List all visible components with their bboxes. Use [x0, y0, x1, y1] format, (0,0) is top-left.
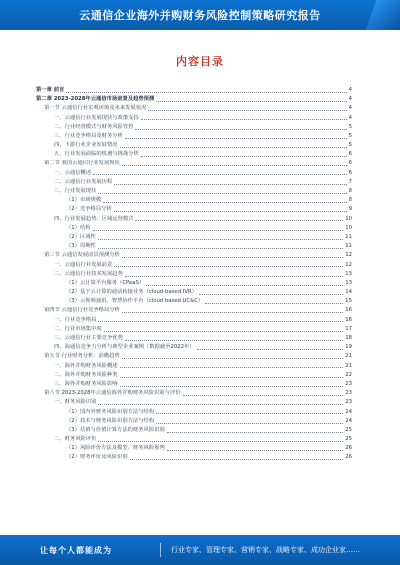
toc-leader-dots — [120, 386, 344, 387]
toc-entry[interactable] — [36, 352, 352, 361]
top-banner — [0, 0, 400, 30]
banner-corner-decoration — [366, 0, 400, 30]
toc-leader-dots — [199, 294, 343, 295]
toc-leader-dots — [141, 119, 347, 120]
toc-entry-text: 三、云通信行业主要竞争优势 — [54, 335, 123, 342]
toc-entry-text: 四、下游行业企业发展情况 — [54, 142, 118, 149]
toc-entry-text: 第二节 我国云通信行业发展现状 — [44, 160, 120, 167]
toc-entry[interactable] — [36, 279, 352, 288]
toc-leader-dots — [156, 423, 343, 424]
toc-page-number: 11 — [345, 243, 352, 250]
toc-entry[interactable] — [36, 398, 352, 407]
toc-page-number: 11 — [345, 233, 352, 240]
toc-entry-text: 四、行业发展趋势、区域运营模式 — [54, 215, 134, 222]
toc-entry-text: （1）云计算平台服务（CPaaS） — [66, 279, 145, 286]
toc-entry-text: 第三节 云通信发展前景预测分析 — [44, 252, 120, 259]
toc-leader-dots — [167, 432, 344, 433]
toc-entry[interactable] — [36, 104, 352, 113]
toc-page-number: 26 — [345, 454, 352, 461]
toc-entry-text: 二、行业经营模式与财务风险管控 — [54, 123, 134, 130]
toc-leader-dots — [197, 349, 344, 350]
toc-entry[interactable] — [36, 288, 352, 297]
toc-entry[interactable] — [36, 270, 352, 279]
toc-entry[interactable] — [36, 343, 352, 352]
toc-page-number: 12 — [345, 261, 352, 268]
toc-entry[interactable] — [36, 86, 352, 95]
toc-entry-text: 一、海外并购财务风险概述 — [54, 362, 118, 369]
toc-leader-dots — [98, 239, 343, 240]
toc-entry[interactable] — [36, 196, 352, 205]
toc-entry-text: （3）估值与价值计算方法的财务风险识别 — [66, 426, 165, 433]
toc-page-number: 16 — [345, 307, 352, 314]
toc-leader-dots — [156, 413, 343, 414]
toc-entry-text: 一、云通信行业发展前景 — [54, 261, 113, 268]
toc-entry-text: （2）技术与财务风险识别方法与结构 — [66, 417, 155, 424]
toc-entry[interactable] — [36, 251, 352, 260]
toc-leader-dots — [125, 276, 343, 277]
toc-entry-text: 一、云通信概述 — [54, 169, 92, 176]
toc-page-number: 12 — [345, 252, 352, 259]
toc-entry-text: 三、行业竞争格局及财务分析 — [54, 132, 123, 139]
toc-entry[interactable] — [36, 435, 352, 444]
toc-entry[interactable] — [36, 426, 352, 435]
toc-entry-text: 第一节 云通信行业宏观环境及未来发展状况 — [44, 105, 147, 112]
toc-leader-dots — [156, 101, 346, 102]
toc-entry[interactable] — [36, 169, 352, 178]
toc-page-number: 26 — [345, 445, 352, 452]
toc-entry[interactable] — [36, 141, 352, 150]
toc-leader-dots — [98, 321, 343, 322]
toc-entry[interactable] — [36, 224, 352, 233]
toc-leader-dots — [98, 404, 343, 405]
toc-entry-text: 四、海通信竞争力分析与典型企业案例（数据截至2022年） — [54, 344, 195, 351]
toc-entry[interactable] — [36, 444, 352, 453]
toc-leader-dots — [135, 129, 346, 130]
toc-page-number: 19 — [345, 344, 352, 351]
toc-leader-dots — [66, 92, 346, 93]
toc-leader-dots — [148, 110, 346, 111]
toc-page-number: 8 — [348, 188, 352, 195]
toc-entry-text: 三、行业发展现状 — [54, 188, 97, 195]
toc-leader-dots — [122, 312, 343, 313]
toc-page-number: 13 — [345, 270, 352, 277]
toc-leader-dots — [122, 257, 343, 258]
toc-page-number: 14 — [345, 289, 352, 296]
toc-page-number: 5 — [348, 123, 352, 130]
toc-page-number: 23 — [345, 399, 352, 406]
toc-leader-dots — [104, 331, 344, 332]
toc-page-number: 17 — [345, 325, 352, 332]
toc-page-number: 18 — [345, 335, 352, 342]
toc-entry[interactable] — [36, 316, 352, 325]
bottom-banner — [0, 535, 400, 565]
toc-leader-dots — [93, 230, 344, 231]
toc-leader-dots — [167, 450, 344, 451]
toc-entry[interactable] — [36, 160, 352, 169]
toc-entry[interactable] — [36, 334, 352, 343]
toc-page-number: 25 — [345, 436, 352, 443]
toc-page-number: 22 — [345, 371, 352, 378]
toc-leader-dots — [114, 211, 347, 212]
toc-entry-text: （1）结构 — [66, 224, 91, 231]
toc-page-number: 4 — [348, 105, 352, 112]
toc-leader-dots — [120, 377, 344, 378]
toc-page-number: 6 — [348, 169, 352, 176]
toc-entry-text: 第一章 前言 — [36, 86, 65, 93]
toc-entry-text: 三、海外并购财务风险影响 — [54, 380, 118, 387]
toc-entry-text: 二、云通信行业技术发展趋势 — [54, 270, 123, 277]
toc-entry[interactable] — [36, 114, 352, 123]
toc-entry[interactable] — [36, 389, 352, 398]
toc-entry[interactable] — [36, 187, 352, 196]
toc-leader-dots — [146, 285, 343, 286]
toc-entry-text: 第二章 2023-2028年云通信市场前景及趋势预测 — [36, 96, 155, 103]
toc-entry[interactable] — [36, 242, 352, 251]
toc-leader-dots — [122, 358, 343, 359]
toc-entry[interactable] — [36, 215, 352, 224]
toc-leader-dots — [122, 165, 347, 166]
toc-entry[interactable] — [36, 205, 352, 214]
toc-entry[interactable] — [36, 307, 352, 316]
toc-entry[interactable] — [36, 132, 352, 141]
toc-leader-dots — [135, 220, 343, 221]
toc-entry[interactable] — [36, 150, 352, 159]
toc-leader-dots — [93, 174, 347, 175]
toc-page-number: 13 — [345, 279, 352, 286]
toc-entry[interactable] — [36, 95, 352, 104]
toc-entry-text: （3）云视频通讯、智慧协作平台（cloud based UC&C） — [66, 298, 204, 305]
toc-entry[interactable] — [36, 417, 352, 426]
toc-page-number: 25 — [345, 426, 352, 433]
footer-slogan-right: 行业专家、管理专家、营销专家、战略专家、成功企业家…… — [171, 546, 360, 554]
toc-heading: 内容目录 — [176, 55, 224, 68]
toc-page-number: 15 — [345, 298, 352, 305]
toc-leader-dots — [98, 248, 343, 249]
toc-leader-dots — [98, 441, 343, 442]
toc-page-number: 21 — [345, 353, 352, 360]
toc-leader-dots — [120, 147, 347, 148]
toc-entry[interactable] — [36, 233, 352, 242]
toc-page-number: 24 — [345, 417, 352, 424]
toc-entry-text: 二、海外并购财务风险种类 — [54, 371, 118, 378]
toc-page-number: 5 — [348, 132, 352, 139]
toc-entry-text: （1）市场规模 — [66, 197, 102, 204]
toc-page-number: 7 — [348, 178, 352, 185]
toc-page-number: 6 — [348, 160, 352, 167]
toc-entry-text: 一、行业竞争格局 — [54, 316, 97, 323]
toc-entry-text: 第四节 云通信行业竞争格局分析 — [44, 307, 120, 314]
toc-page-number: 16 — [345, 316, 352, 323]
toc-entry-text: 二、行业市场集中度 — [54, 325, 102, 332]
report-title: 云通信企业海外并购财务风险控制策略研究报告 — [79, 9, 321, 22]
toc-entry-text: （2）竞争格局分析 — [66, 206, 112, 213]
footer-slogan-left: 让每个人都能成为 — [40, 545, 112, 555]
toc-leader-dots — [141, 156, 347, 157]
toc-leader-dots — [125, 340, 343, 341]
toc-leader-dots — [114, 184, 346, 185]
toc-entry-text: 二、财务风险评价 — [54, 436, 97, 443]
toc-entry[interactable] — [36, 325, 352, 334]
toc-entry[interactable] — [36, 408, 352, 417]
toc-page-number: 23 — [345, 390, 352, 397]
toc-page-number: 4 — [348, 114, 352, 121]
table-of-contents — [36, 86, 352, 463]
toc-page-number: 9 — [348, 206, 352, 213]
toc-page-number: 21 — [345, 362, 352, 369]
toc-leader-dots — [125, 138, 347, 139]
toc-page-number: 6 — [348, 151, 352, 158]
toc-entry-text: （1）风险评价方法及模型、财务风险预判 — [66, 445, 165, 452]
toc-leader-dots — [98, 193, 346, 194]
toc-entry-text: （2）区域性 — [66, 233, 96, 240]
toc-entry-text: （2）基于云计算的通话转接业务（cloud-based IVR） — [66, 289, 197, 296]
toc-leader-dots — [205, 303, 343, 304]
toc-leader-dots — [183, 395, 344, 396]
toc-leader-dots — [120, 367, 344, 368]
toc-leader-dots — [114, 266, 343, 267]
toc-entry[interactable] — [36, 371, 352, 380]
toc-entry[interactable] — [36, 454, 352, 463]
toc-entry[interactable] — [36, 261, 352, 270]
toc-leader-dots — [103, 202, 346, 203]
toc-entry-text: 二、云通信行业发展历程 — [54, 178, 113, 185]
toc-page-number: 4 — [348, 96, 352, 103]
toc-leader-dots — [130, 459, 344, 460]
toc-entry-text: （2）财务评价及风险识别 — [66, 454, 128, 461]
toc-entry-text: 第五节 行业财务分析：前瞻趋势 — [44, 353, 120, 360]
toc-page-number: 5 — [348, 142, 352, 149]
toc-entry[interactable] — [36, 362, 352, 371]
toc-entry[interactable] — [36, 380, 352, 389]
toc-entry-text: （1）国内外财务风险识别方法与结构 — [66, 408, 155, 415]
toc-entry-text: （3）周期性 — [66, 243, 96, 250]
toc-entry-text: 第六节 2023-2028年云通信海外并购财务风险识别与评价 — [44, 390, 181, 397]
toc-entry[interactable] — [36, 123, 352, 132]
toc-entry-text: 一、财务风险识别 — [54, 399, 97, 406]
toc-entry[interactable] — [36, 297, 352, 306]
toc-page-number: 8 — [348, 197, 352, 204]
toc-entry-text: 一、云通信行业发展现状与政策支持 — [54, 114, 139, 121]
toc-page-number: 4 — [348, 86, 352, 93]
toc-page-number: 10 — [345, 215, 352, 222]
toc-page-number: 23 — [345, 380, 352, 387]
footer-divider — [160, 543, 161, 557]
toc-entry-text: 五、行业发展面临的机遇与挑战分析 — [54, 151, 139, 158]
toc-page-number: 10 — [345, 224, 352, 231]
toc-page-number: 24 — [345, 408, 352, 415]
toc-entry[interactable] — [36, 178, 352, 187]
